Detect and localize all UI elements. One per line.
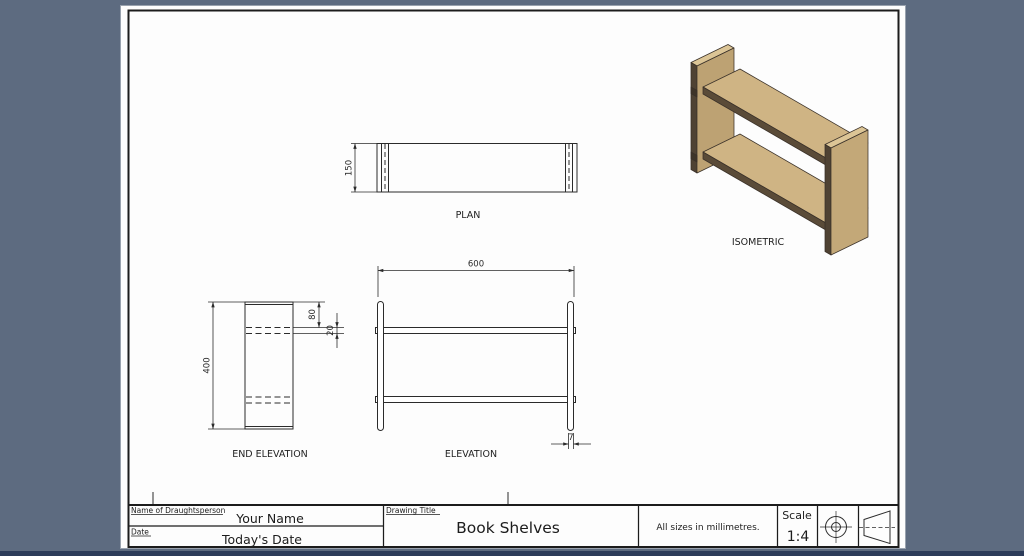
plan-outline (377, 144, 577, 193)
draughtsperson-value: Your Name (236, 511, 304, 526)
end-elevation-outline (245, 302, 293, 429)
shelf-bottom (376, 397, 576, 403)
date-value: Today's Date (222, 532, 302, 547)
scale-value: 1:4 (786, 529, 810, 545)
end-elevation-dim-offset-text: 80 (308, 309, 318, 320)
isometric-view (691, 45, 868, 256)
end-elevation-dim-80 (293, 302, 344, 328)
end-elevation-dim-thickness-text: 20 (326, 325, 336, 336)
iso-right-panel-edge-strip (825, 145, 831, 256)
panel-right (568, 302, 574, 431)
elevation-dim-600 (378, 266, 574, 297)
bottom-edge-strip (0, 551, 1024, 556)
plan-label: PLAN (455, 210, 481, 221)
elevation-view (376, 266, 592, 449)
end-elevation-dim-400 (208, 302, 245, 429)
isometric-label: ISOMETRIC (731, 237, 785, 248)
units-note: All sizes in millimetres. (656, 523, 760, 533)
shelf-top (376, 328, 576, 334)
plan-view (351, 144, 577, 193)
draughtsperson-label: Name of Draughtsperson (131, 506, 226, 515)
plan-dim-150 (351, 144, 377, 193)
third-angle-projection-icon (820, 511, 895, 544)
scale-label: Scale (782, 509, 812, 522)
elevation-dim-width-text: 600 (467, 259, 485, 270)
panel-left (378, 302, 384, 431)
drawing-title-value: Book Shelves (456, 519, 560, 537)
end-elevation-label: END ELEVATION (232, 449, 308, 460)
end-elevation-view (208, 302, 344, 429)
sheet-frame (129, 11, 899, 548)
drawing-title-label: Drawing Title (386, 506, 436, 515)
end-elevation-dim-height-text: 400 (202, 357, 213, 374)
date-label: Date (131, 527, 149, 537)
elevation-label: ELEVATION (444, 449, 498, 460)
title-block (129, 505, 899, 547)
iso-right-panel-face (831, 130, 868, 255)
elevation-dim-thickness-text: 7 (568, 433, 574, 443)
plan-dim-depth-text: 150 (344, 159, 355, 177)
end-elevation-dim-20 (293, 313, 344, 348)
